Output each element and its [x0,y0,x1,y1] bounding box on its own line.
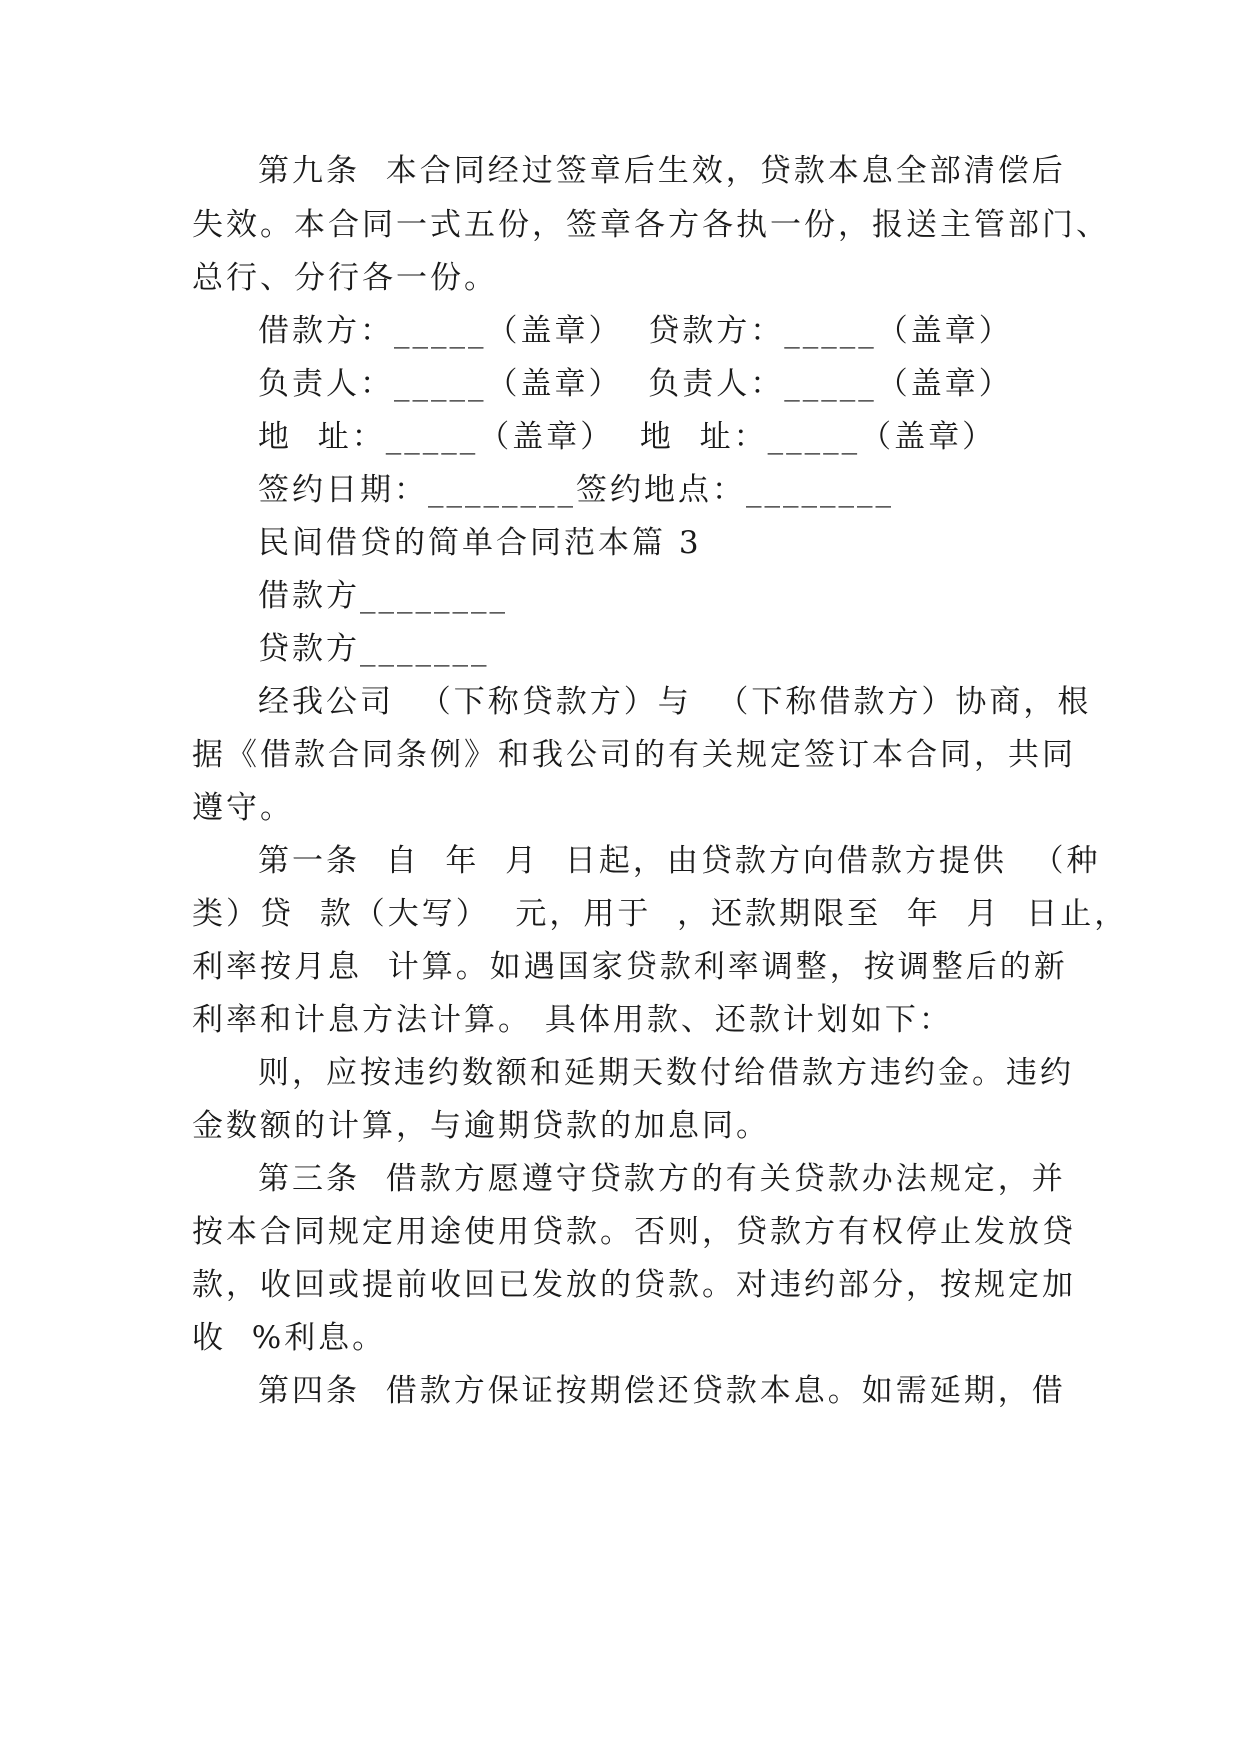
article-1-line-1: 第一条 自 年 月 日起，由贷款方向借款方提供 （种 [258,843,1101,879]
preamble-line-1: 经我公司 （下称贷款方）与 （下称借款方）协商，根 [258,684,1092,720]
penalty-line-1: 则，应按违约数额和延期天数付给借款方违约金。违约 [258,1055,1074,1091]
signature-date-place: 签约日期：________签约地点：________ [258,472,894,508]
borrower-line: 借款方________ [258,578,508,614]
article-9-line-3: 总行、分行各一份。 [192,260,498,296]
preamble-line-2: 据《借款合同条例》和我公司的有关规定签订本合同，共同 [192,737,1076,773]
article-1-line-3: 利率按月息 计算。如遇国家贷款利率调整，按调整后的新 [192,949,1068,985]
article-9-line-2: 失效。本合同一式五份，签章各方各执一份，报送主管部门、 [192,207,1110,243]
lender-line: 贷款方_______ [258,631,490,667]
article-3-line-2: 按本合同规定用途使用贷款。否则，贷款方有权停止发放贷 [192,1214,1076,1250]
article-1-line-4: 利率和计息方法计算。 具体用款、还款计划如下： [192,1002,953,1038]
signature-borrower-lender: 借款方：_____（盖章） 贷款方：_____（盖章） [258,313,1013,349]
penalty-line-2: 金数额的计算，与逾期贷款的加息同。 [192,1108,770,1144]
article-9-line-1: 第九条 本合同经过签章后生效，贷款本息全部清偿后 [258,153,1066,189]
signature-responsible: 负责人：_____（盖章） 负责人：_____（盖章） [258,366,1013,402]
article-1-line-2: 类）贷 款（大写） 元，用于 ，还款期限至 年 月 日止， [192,896,1129,932]
signature-address: 地 址：_____（盖章） 地 址：_____（盖章） [258,419,997,455]
preamble-line-3: 遵守。 [192,790,294,826]
article-3-line-3: 款，收回或提前收回已发放的贷款。对违约部分，按规定加 [192,1267,1076,1303]
article-4-line-1: 第四条 借款方保证按期偿还贷款本息。如需延期，借 [258,1373,1066,1409]
article-3-line-4: 收 %利息。 [192,1320,387,1356]
section-title: 民间借贷的简单合同范本篇 3 [258,525,702,561]
article-3-line-1: 第三条 借款方愿遵守贷款方的有关贷款办法规定，并 [258,1161,1066,1197]
